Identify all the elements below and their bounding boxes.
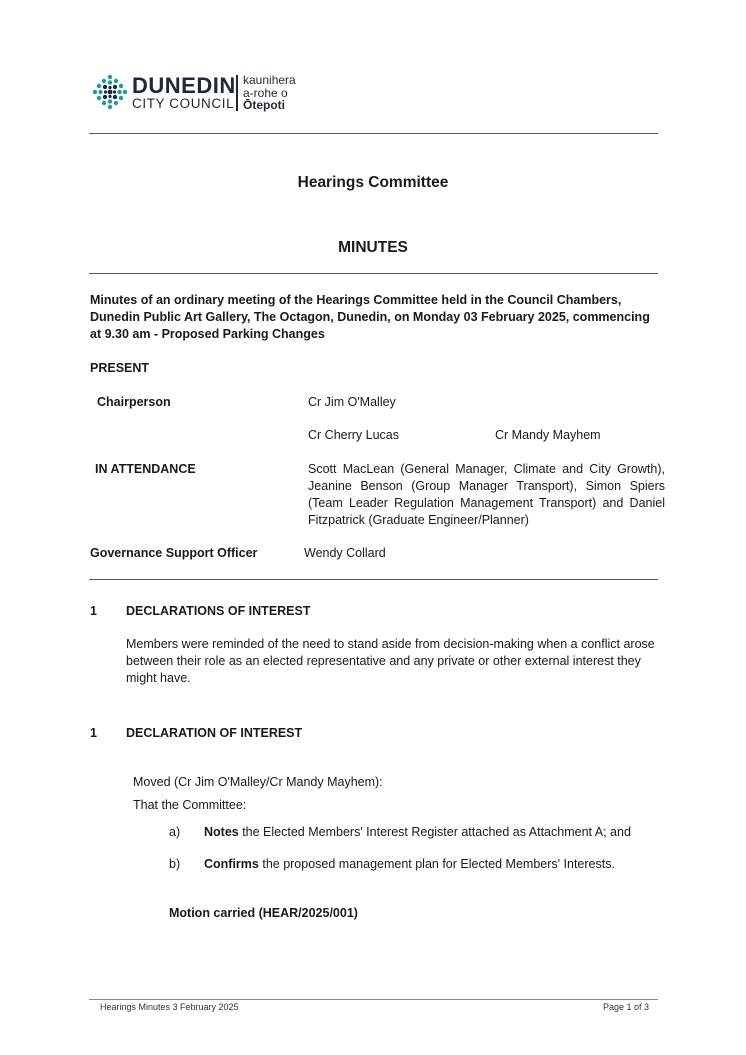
logo-maori-line-1: kaunihera: [243, 73, 296, 87]
meeting-intro: Minutes of an ordinary meeting of the Hearings Committee held in the Council Chambers, Dunedin Public Art Gallery, The Octagon, Dunedin, on Monday 03 February 2025, commencing at 9.30 am - Proposed Parking Changes: [90, 293, 650, 341]
logo-maori-name: [243, 74, 296, 112]
governance-officer-label: Governance Support Officer: [90, 546, 258, 560]
resolution-item: Confirms the proposed management plan for Elected Members' Interests.: [204, 857, 615, 871]
council-logo: [92, 74, 322, 114]
section-number: 1: [90, 726, 97, 740]
chairperson-label: Chairperson: [97, 395, 171, 409]
document-type-title: MINUTES: [338, 239, 408, 256]
dcc-dot-mark-icon: [92, 74, 128, 110]
footer-divider: [89, 999, 658, 1000]
footer-document-title: Hearings Minutes 3 February 2025: [100, 1002, 239, 1012]
member-name: Cr Mandy Mayhem: [495, 428, 601, 442]
member-name: Cr Cherry Lucas: [308, 428, 399, 442]
logo-wordmark: DUNEDIN: [132, 73, 236, 98]
section-title: DECLARATIONS OF INTEREST: [126, 604, 311, 618]
in-attendance-list: Scott MacLean (General Manager, Climate and City Growth), Jeanine Benson (Group Manager Transport), Simon Spiers (Team Leader Regulation Management Transport) and Daniel Fitzpatrick (Graduate Engineer/Planner): [308, 462, 665, 527]
moved-statement: Moved (Cr Jim O'Malley/Cr Mandy Mayhem):: [133, 775, 383, 789]
logo-subtitle: CITY COUNCIL: [132, 96, 235, 111]
chairperson-name: Cr Jim O'Malley: [308, 395, 396, 409]
section-number: 1: [90, 604, 97, 618]
resolution-preamble: That the Committee:: [133, 798, 247, 812]
committee-title: Hearings Committee: [297, 174, 449, 191]
resolution-item: Notes the Elected Members' Interest Register attached as Attachment A; and: [204, 825, 631, 839]
header-divider: [89, 133, 658, 134]
section-title: DECLARATION OF INTEREST: [126, 726, 303, 740]
governance-officer-name: Wendy Collard: [304, 546, 386, 560]
in-attendance-label: IN ATTENDANCE: [95, 462, 196, 476]
resolution-item-letter: b): [169, 857, 181, 871]
title-divider: [89, 273, 658, 274]
present-heading: PRESENT: [90, 361, 150, 375]
section-text: Members were reminded of the need to stand aside from decision-making when a conflict arose between their role as an elected representative and any private or other external interest they might have.: [126, 637, 655, 685]
motion-result: Motion carried (HEAR/2025/001): [169, 906, 358, 920]
logo-maori-line-2: a-rohe o: [243, 85, 288, 100]
resolution-item-letter: a): [169, 825, 181, 839]
present-divider: [89, 579, 658, 580]
footer-page-number: Page 1 of 3: [602, 1002, 649, 1012]
logo-divider: [236, 75, 238, 111]
logo-maori-line-3: Ōtepoti: [243, 98, 285, 112]
